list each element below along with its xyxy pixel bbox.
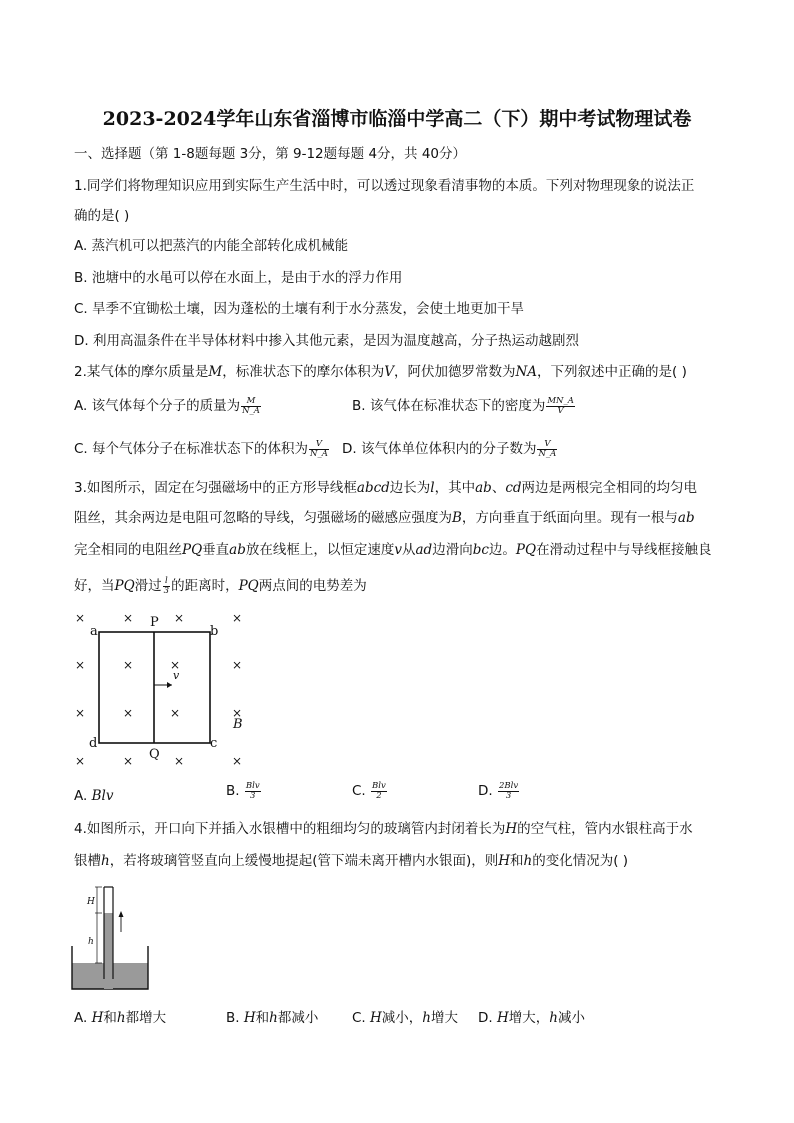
mercury-column bbox=[104, 913, 113, 989]
fraction: $\frac{\text{2Blv}}{3}$ bbox=[498, 780, 519, 801]
svg-text:×: × bbox=[123, 754, 134, 768]
q4-option-d: D. H增大，h减小 bbox=[478, 1010, 585, 1026]
svg-text:×: × bbox=[75, 611, 86, 625]
q3-option-c: C. $\frac{\text{Blv}}{2}$ bbox=[352, 780, 386, 801]
q2-option-d: D. 该气体单位体积内的分子数为 $\frac{V}{N\_A}$ bbox=[342, 438, 557, 459]
q3-circuit-figure bbox=[64, 608, 264, 778]
q3-option-d: D. $\frac{\text{2Blv}}{3}$ bbox=[478, 780, 519, 801]
q4-tube-figure bbox=[70, 884, 152, 992]
svg-text:×: × bbox=[75, 706, 86, 720]
label-v: v bbox=[173, 669, 180, 682]
svg-text:×: × bbox=[232, 754, 243, 768]
q3-stem-line1: 3.如图所示，固定在匀强磁场中的正方形导线框abcd边长为l，其中ab、cd两边是两根完全相同的均匀电 bbox=[74, 480, 698, 496]
q1-stem-line2: 确的是( ) bbox=[74, 208, 130, 224]
q2-option-a: A. 该气体每个分子的质量为 $\frac{M}{N\_A}$ bbox=[74, 395, 260, 416]
q2-option-b: B. 该气体在标准状态下的密度为 $\frac{MN\_A}{V}$ bbox=[352, 395, 574, 416]
label-a: a bbox=[90, 624, 98, 639]
svg-text:×: × bbox=[232, 706, 243, 720]
fraction: $\frac{M}{N\_A}$ bbox=[242, 395, 260, 416]
arrow-head-icon bbox=[167, 682, 172, 688]
q1-option-d: D. 利用高温条件在半导体材料中掺入其他元素，是因为温度越高，分子热运动越剧烈 bbox=[74, 333, 579, 349]
label-h: h bbox=[88, 937, 94, 947]
fraction: $\frac{V}{N\_A}$ bbox=[310, 438, 328, 459]
svg-text:×: × bbox=[123, 706, 134, 720]
q3-stem-line3: 完全相同的电阻丝PQ垂直ab放在线框上，以恒定速度v从ad边滑向bc边。PQ在滑动过程中与导线框接触良 bbox=[74, 542, 712, 558]
q3-stem-line4: 好，当PQ滑过 $\frac{l}{3}$ 的距离时，PQ两点间的电势差为 bbox=[74, 575, 367, 596]
q4-option-a: A. H和h都增大 bbox=[74, 1010, 167, 1026]
q4-option-c: C. H减小，h增大 bbox=[352, 1010, 458, 1026]
q3-option-a: A. Blv bbox=[74, 788, 114, 804]
fraction: $\frac{MN\_A}{V}$ bbox=[547, 395, 574, 416]
fraction: $\frac{\text{Blv}}{2}$ bbox=[372, 780, 386, 801]
q1-option-b: B. 池塘中的水黾可以停在水面上，是由于水的浮力作用 bbox=[74, 270, 403, 286]
q1-option-c: C. 旱季不宜锄松土壤，因为蓬松的土壤有利于水分蒸发，会使土地更加干旱 bbox=[74, 301, 525, 317]
q4-stem-line1: 4.如图所示，开口向下并插入水银槽中的粗细均匀的玻璃管内封闭着长为H的空气柱，管内水银柱高于水 bbox=[74, 821, 693, 837]
q1-option-a: A. 蒸汽机可以把蒸汽的内能全部转化成机械能 bbox=[74, 238, 349, 254]
svg-text:×: × bbox=[75, 658, 86, 672]
svg-text:×: × bbox=[232, 658, 243, 672]
q3-option-b: B. $\frac{\text{Blv}}{3}$ bbox=[226, 780, 260, 801]
svg-text:×: × bbox=[174, 754, 185, 768]
svg-text:×: × bbox=[174, 611, 185, 625]
label-p: P bbox=[150, 615, 159, 630]
svg-text:×: × bbox=[75, 754, 86, 768]
q3-stem-line2: 阻丝，其余两边是电阻可忽略的导线，匀强磁场的磁感应强度为B，方向垂直于纸面向里。现有一根与ab bbox=[74, 510, 695, 526]
q1-stem-line1: 1.同学们将物理知识应用到实际生产生活中时，可以透过现象看清事物的本质。下列对物理现象的说法正 bbox=[74, 178, 695, 194]
fraction: $\frac{\text{Blv}}{3}$ bbox=[245, 780, 260, 801]
q4-stem-line2: 银槽h，若将玻璃管竖直向上缓慢地提起(管下端未离开槽内水银面)，则H和h的变化情况为( ) bbox=[74, 853, 629, 869]
label-q: Q bbox=[149, 747, 160, 762]
fraction: $\frac{l}{3}$ bbox=[163, 575, 170, 596]
svg-text:×: × bbox=[170, 706, 181, 720]
fraction: $\frac{V}{N\_A}$ bbox=[538, 438, 557, 459]
q4-option-b: B. H和h都减小 bbox=[226, 1010, 319, 1026]
label-c: c bbox=[210, 736, 218, 751]
label-H: H bbox=[87, 897, 95, 907]
svg-text:×: × bbox=[232, 611, 243, 625]
arrow-up-icon bbox=[119, 911, 124, 917]
svg-text:×: × bbox=[123, 658, 134, 672]
q2-option-c: C. 每个气体分子在标准状态下的体积为 $\frac{V}{N\_A}$ bbox=[74, 438, 328, 459]
svg-text:×: × bbox=[170, 658, 181, 672]
section-header: 一、选择题（第 1-8题每题 3分，第 9-12题每题 4分，共 40分） bbox=[74, 146, 467, 162]
label-d: d bbox=[89, 736, 98, 751]
label-b-field: B bbox=[233, 717, 243, 732]
svg-text:×: × bbox=[123, 611, 134, 625]
q2-stem: 2.某气体的摩尔质量是M，标准状态下的摩尔体积为V，阿伏加德罗常数为NA，下列叙述中正确的是( ) bbox=[74, 364, 687, 380]
page-title: 2023-2024学年山东省淄博市临淄中学高二（下）期中考试物理试卷 bbox=[102, 108, 692, 130]
label-b: b bbox=[210, 624, 219, 639]
